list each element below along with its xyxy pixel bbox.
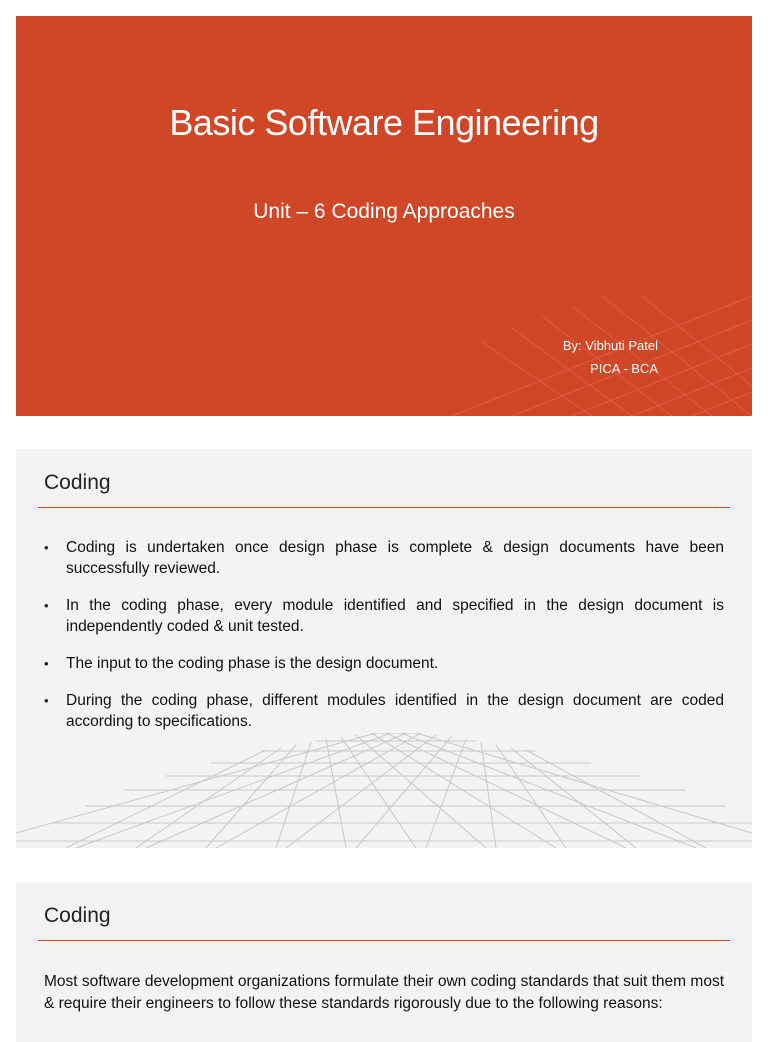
presentation-subtitle: Unit – 6 Coding Approaches [253,200,515,223]
byline [563,334,658,380]
heading-divider [38,940,730,941]
heading-divider [38,507,730,508]
bullet-dot-icon: • [44,598,49,613]
bullet-list [44,537,724,748]
body-paragraph: Most software development organizations formulate their own coding standards that suit them most & require their engineers to follow these standards rigorously due to the following reasons: [44,973,724,1012]
slide-heading: Coding [44,904,111,927]
bullet-text: The input to the coding phase is the design document. [66,655,439,672]
institution-name: PICA - BCA [590,361,658,376]
bullet-dot-icon: • [44,693,49,708]
coding-slide [16,449,752,848]
list-item [44,653,724,674]
list-item [44,595,724,637]
bullet-dot-icon: • [44,656,49,671]
coding-standards-slide [16,882,752,1042]
list-item [44,690,724,732]
bullet-text: During the coding phase, different modules identified in the design document are coded according to specifications. [66,692,724,730]
decorative-floor-grid [16,733,752,848]
presentation-title: Basic Software Engineering [169,102,599,143]
bullet-text: Coding is undertaken once design phase is complete & design documents have been successfully reviewed. [66,539,724,577]
author-name: By: Vibhuti Patel [562,338,658,353]
title-slide [16,16,752,416]
list-item [44,537,724,579]
bullet-dot-icon: • [44,540,49,555]
bullet-text: In the coding phase, every module identified and specified in the design document is independently coded & unit tested. [66,597,724,635]
slide-heading: Coding [44,471,111,494]
